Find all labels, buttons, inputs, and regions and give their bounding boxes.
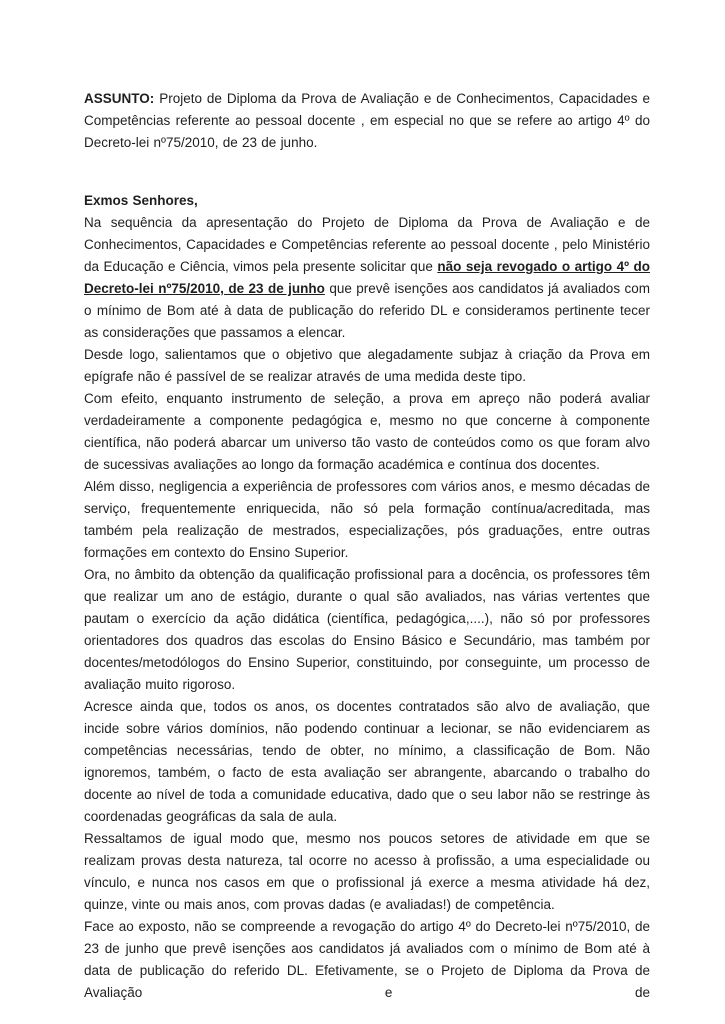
subject-paragraph xyxy=(84,88,650,154)
request-before: Na sequência da apresentação do Projeto de Diploma da Prova de Avaliação e de Conhecimentos, Capacidades e Competências referente ao pessoal docente , pelo Ministério da Educação e Ciência, vimos pela presente solicitar que xyxy=(84,215,650,274)
body-paragraph: Ressaltamos de igual modo que, mesmo nos poucos setores de atividade em que se realizam provas desta natureza, tal ocorre no acesso à profissão, a uma especialidade ou vínculo, e nunca nos casos em que o profissional já exerce a mesma atividade há dez, quinze, vinte ou mais anos, com provas dadas (e avaliadas!) de competência. xyxy=(84,831,650,912)
request-paragraph xyxy=(84,212,650,344)
body-paragraph: Além disso, negligencia a experiência de professores com vários anos, e mesmo décadas de serviço, frequentemente enriquecida, não só pela formação contínua/acreditada, mas também pela realização de mestrados, especializações, pós graduações, entre outras formações em contexto do Ensino Superior. xyxy=(84,479,650,560)
body-paragraph: Desde logo, salientamos que o objetivo que alegadamente subjaz à criação da Prova em epígrafe não é passível de se realizar através de uma medida deste tipo. xyxy=(84,347,650,384)
body-paragraph: Face ao exposto, não se compreende a revogação do artigo 4º do Decreto-lei nº75/2010, de 23 de junho que prevê isenções aos candidatos já avaliados com o mínimo de Bom até à data de publicação do referido DL. Efetivamente, se o Projeto de Diploma da Prova de Avaliação e de xyxy=(84,919,650,1000)
subject-text: Projeto de Diploma da Prova de Avaliação e de Conhecimentos, Capacidades e Competências referente ao pessoal docente , em especial no que se refere ao artigo 4º do Decreto-lei nº75/2010, de 23 de junho. xyxy=(84,91,650,150)
salutation: Exmos Senhores, xyxy=(84,193,198,208)
subject-label: ASSUNTO: xyxy=(84,91,155,106)
body-paragraph: Ora, no âmbito da obtenção da qualificação profissional para a docência, os professores têm que realizar um ano de estágio, durante o qual são avaliados, nas várias vertentes que pautam o exercício da ação didática (científica, pedagógica,....), não só por professores orientadores dos quadros das escolas do Ensino Básico e Secundário, mas também por docentes/metodólogos do Ensino Superior, constituindo, por conseguinte, um processo de avaliação muito rigoroso. xyxy=(84,567,650,692)
body-paragraph: Acresce ainda que, todos os anos, os docentes contratados são alvo de avaliação, que incide sobre vários domínios, não podendo continuar a lecionar, se não evidenciarem as competências necessárias, tendo de obter, no mínimo, a classificação de Bom. Não ignoremos, também, o facto de esta avaliação ser abrangente, abarcando o trabalho do docente ao nível de toda a comunidade educativa, dado que o seu labor não se restringe às coordenadas geográficas da sala de aula. xyxy=(84,699,650,824)
request-after: que prevê isenções aos candidatos já avaliados com o mínimo de Bom até à data de publicação do referido DL e consideramos pertinente tecer as considerações que passamos a elencar. xyxy=(84,281,650,340)
body-paragraph: Com efeito, enquanto instrumento de seleção, a prova em apreço não poderá avaliar verdadeiramente a componente pedagógica e, mesmo no que concerne à componente científica, não poderá abarcar um universo tão vasto de conteúdos como os que foram alvo de sucessivas avaliações ao longo da formação académica e contínua dos docentes. xyxy=(84,391,650,472)
request-emphasis: não seja revogado o artigo 4º do Decreto-lei nº75/2010, de 23 de junho xyxy=(84,259,650,296)
